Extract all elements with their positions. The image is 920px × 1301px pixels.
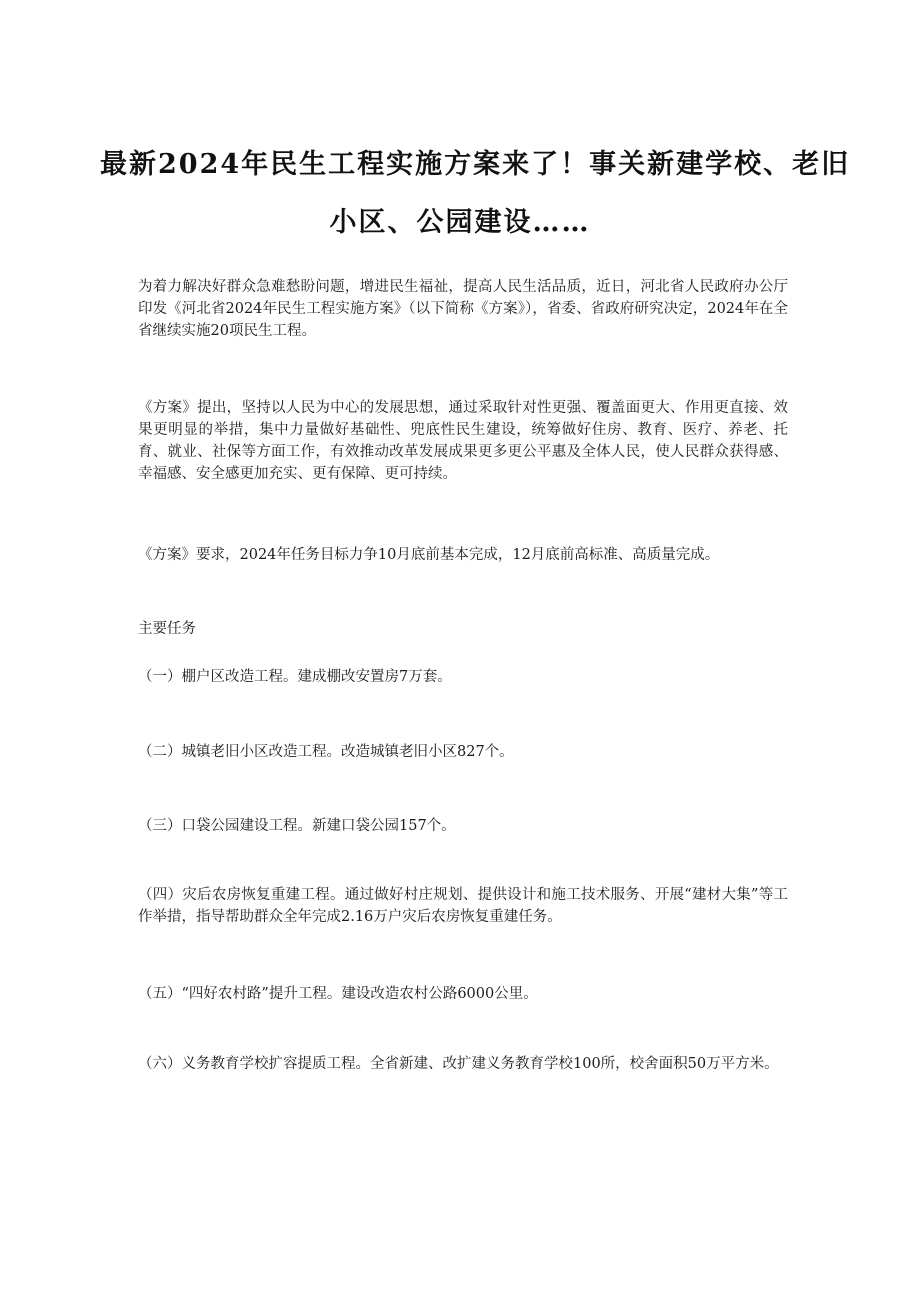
- task-item-5: （五）“四好农村路”提升工程。建设改造农村公路6000公里。: [138, 986, 538, 1002]
- plan-deadline-paragraph: 《方案》要求，2024年任务目标力争10月底前基本完成，12月底前高标准、高质量完成。: [138, 547, 720, 563]
- task-item-3: （三）口袋公园建设工程。新建口袋公园157个。: [138, 818, 456, 834]
- main-tasks-heading: 主要任务: [138, 621, 196, 637]
- task-item-1: （一）棚户区改造工程。建成棚改安置房7万套。: [138, 669, 452, 685]
- plan-principles-paragraph: 《方案》提出，坚持以人民为中心的发展思想，通过采取针对性更强、覆盖面更大、作用更直接、效果更明显的举措，集中力量做好基础性、兜底性民生建设，统筹做好住房、教育、医疗、养老、托育、就业、社保等方面工作，有效推动改革发展成果更多更公平惠及全体人民，使人民群众获得感、幸福感、安全感更加充实、更有保障、更可持续。: [138, 400, 788, 482]
- task-item-4: （四）灾后农房恢复重建工程。通过做好村庄规划、提供设计和施工技术服务、开展“建材大集”等工作举措，指导帮助群众全年完成2.16万户灾后农房恢复重建任务。: [138, 887, 788, 925]
- task-item-6: （六）义务教育学校扩容提质工程。全省新建、改扩建义务教育学校100所，校舍面积50万平方米。: [138, 1056, 779, 1072]
- intro-paragraph: 为着力解决好群众急难愁盼问题，增进民生福祉，提高人民生活品质，近日，河北省人民政府办公厅印发《河北省2024年民生工程实施方案》（以下简称《方案》），省委、省政府研究决定，2024年在全省继续实施20项民生工程。: [138, 279, 788, 339]
- task-item-2: （二）城镇老旧小区改造工程。改造城镇老旧小区827个。: [138, 744, 514, 760]
- document-title-line-2: 小区、公园建设……: [329, 207, 591, 238]
- document-title-line-1: 最新2024年民生工程实施方案来了！事关新建学校、老旧: [100, 149, 851, 180]
